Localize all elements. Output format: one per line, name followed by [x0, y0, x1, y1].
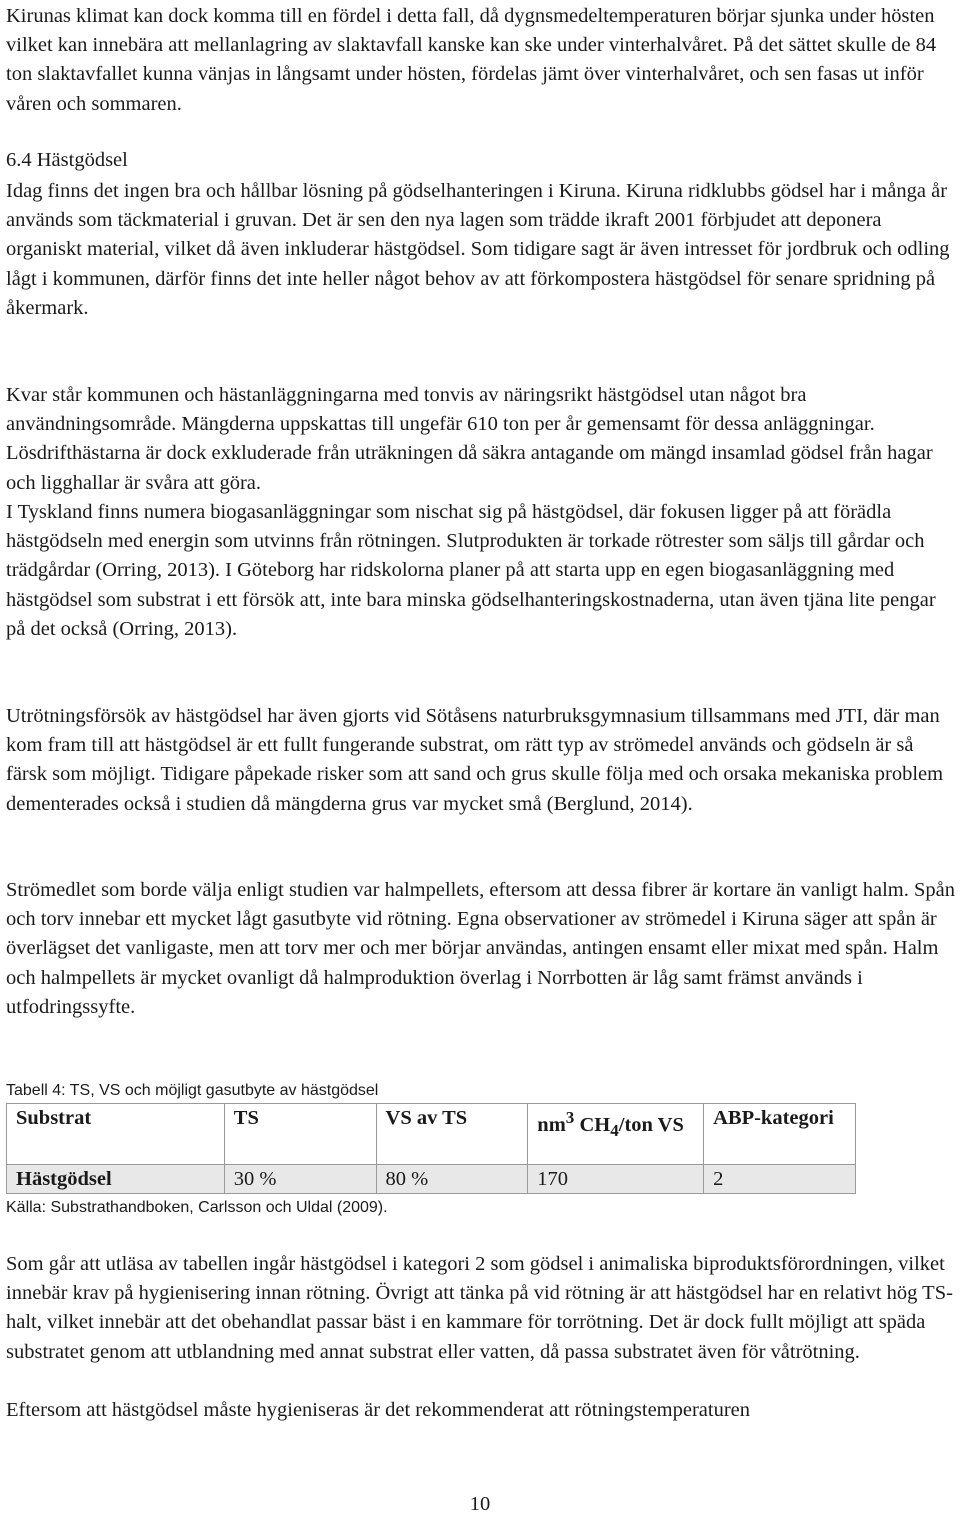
table-row: [7, 1165, 856, 1194]
paragraph-manure-handling: Idag finns det ingen bra och hållbar lösning på gödselhanteringen i Kiruna. Kiruna ridklubbs gödsel har i många år används som täckmaterial i gruvan. Det är sen den nya lagen som trädde ikraft 2001 förbjudet att deponera organiskt material, vilket då även inkluderar hästgödsel. Som tidigare sagt är även intresset för jordbruk och odling lågt i kommunen, därför finns det inte heller något behov av att förkompostera hästgödsel för senare spridning på åkermark.: [6, 180, 950, 319]
header-gas-prefix: nm: [537, 1113, 566, 1136]
gas-yield-table: [6, 1103, 856, 1194]
cell-abp: 2: [704, 1165, 856, 1194]
cell-vs: 80 %: [376, 1165, 528, 1194]
paragraph-germany-gothenburg: I Tyskland finns numera biogasanläggningar som nischat sig på hästgödsel, där fokusen ligger på att förädla hästgödseln med energin som utvinns från rötningen. Slutprodukten är torkade rötrester som säljs till gårdar och trädgårdar (Orring, 2013). I Göteborg har ridskolorna planer på att starta upp en egen biogasanläggning med hästgödsel som substrat i ett försök att, inte bara minska gödselhanteringskostnaderna, utan även tjäna lite pengar på det också (Orring, 2013).: [6, 501, 936, 640]
paragraph-bedding-material: Strömedlet som borde välja enligt studien var halmpellets, eftersom att dessa fibrer är kortare än vanligt halm. Spån och torv innebar ett mycket lågt gasutbyte vid rötning. Egna observationer av strömedel i Kiruna säger att spån är överlägset det vanligaste, men att torv mer och mer börjar användas, antingen ensamt eller mixat med spån. Halm och halmpellets är mycket ovanligt då halmproduktion överlag i Norrbotten är låg samt främst används i utfodringssyfte.: [6, 879, 955, 1018]
paragraph-manure-amounts: Kvar står kommunen och hästanläggningarna med tonvis av näringsrikt hästgödsel utan något bra användningsområde. Mängderna uppskattas till ungefär 610 ton per år gemensamt för dessa anläggningar. Lösdrifthästarna är dock exkluderade från uträkningen då säkra antagande om mängd insamlad gödsel från hagar och ligghallar är svåra att göra.: [6, 384, 933, 494]
section-heading: 6.4 Hästgödsel: [6, 149, 128, 171]
cell-ts: 30 %: [224, 1165, 376, 1194]
cell-substrate-name: Hästgödsel: [7, 1165, 225, 1194]
paragraph-digestion-trials: Utrötningsförsök av hästgödsel har även gjorts vid Sötåsens naturbruksgymnasium tillsammans med JTI, där man kom fram till att hästgödsel är ett fullt fungerande substrat, om rätt typ av strömedel används och gödseln är så färsk som möjligt. Tidigare påpekade risker som att sand och grus skulle följa med och orsaka mekaniska problem dementerades också i studien då mängderna grus var mycket små (Berglund, 2014).: [6, 705, 944, 815]
cell-gas-yield: 170: [528, 1165, 704, 1194]
table-source: Källa: Substrathandboken, Carlsson och Uldal (2009).: [6, 1199, 388, 1216]
header-vs: VS av TS: [376, 1104, 528, 1165]
page-number: 10: [469, 1493, 491, 1515]
header-gas-yield: [528, 1104, 704, 1165]
header-gas-sup: 3: [565, 1108, 575, 1127]
header-gas-mid: CH: [574, 1113, 611, 1136]
paragraph-kiruna-climate: Kirunas klimat kan dock komma till en fördel i detta fall, då dygnsmedeltemperaturen börjar sjunka under hösten vilket kan innebära att mellanlagring av slaktavfall kanske kan ske under vinterhalvåret. På det sättet skulle de 84 ton slaktavfallet kunna vänjas in långsamt under hösten, fördelas jämt över vinterhalvåret, och sen fasas ut inför våren och sommaren.: [6, 5, 937, 115]
table-header-row: [7, 1104, 856, 1165]
header-gas-suffix: /ton VS: [618, 1113, 684, 1136]
header-gas-sub: 4: [610, 1120, 619, 1140]
paragraph-hygienisation: Eftersom att hästgödsel måste hygieniseras är det rekommenderat att rötningstemperaturen: [6, 1399, 751, 1421]
header-substrat: Substrat: [7, 1104, 225, 1165]
header-ts: TS: [224, 1104, 376, 1165]
paragraph-abp-category: Som går att utläsa av tabellen ingår hästgödsel i kategori 2 som gödsel i animaliska biproduktsförordningen, vilket innebär krav på hygienisering innan rötning. Övrigt att tänka på vid rötning är att hästgödsel har en relativt hög TS-halt, vilket innebär att det obehandlat passar bäst i en kammare för torrötning. Det är dock fullt möjligt att späda substratet genom att utblandning med annat substrat eller vatten, då passa substratet även för våtrötning.: [6, 1253, 953, 1363]
header-abp: ABP-kategori: [704, 1104, 856, 1165]
table-caption: Tabell 4: TS, VS och möjligt gasutbyte av hästgödsel: [6, 1082, 379, 1099]
